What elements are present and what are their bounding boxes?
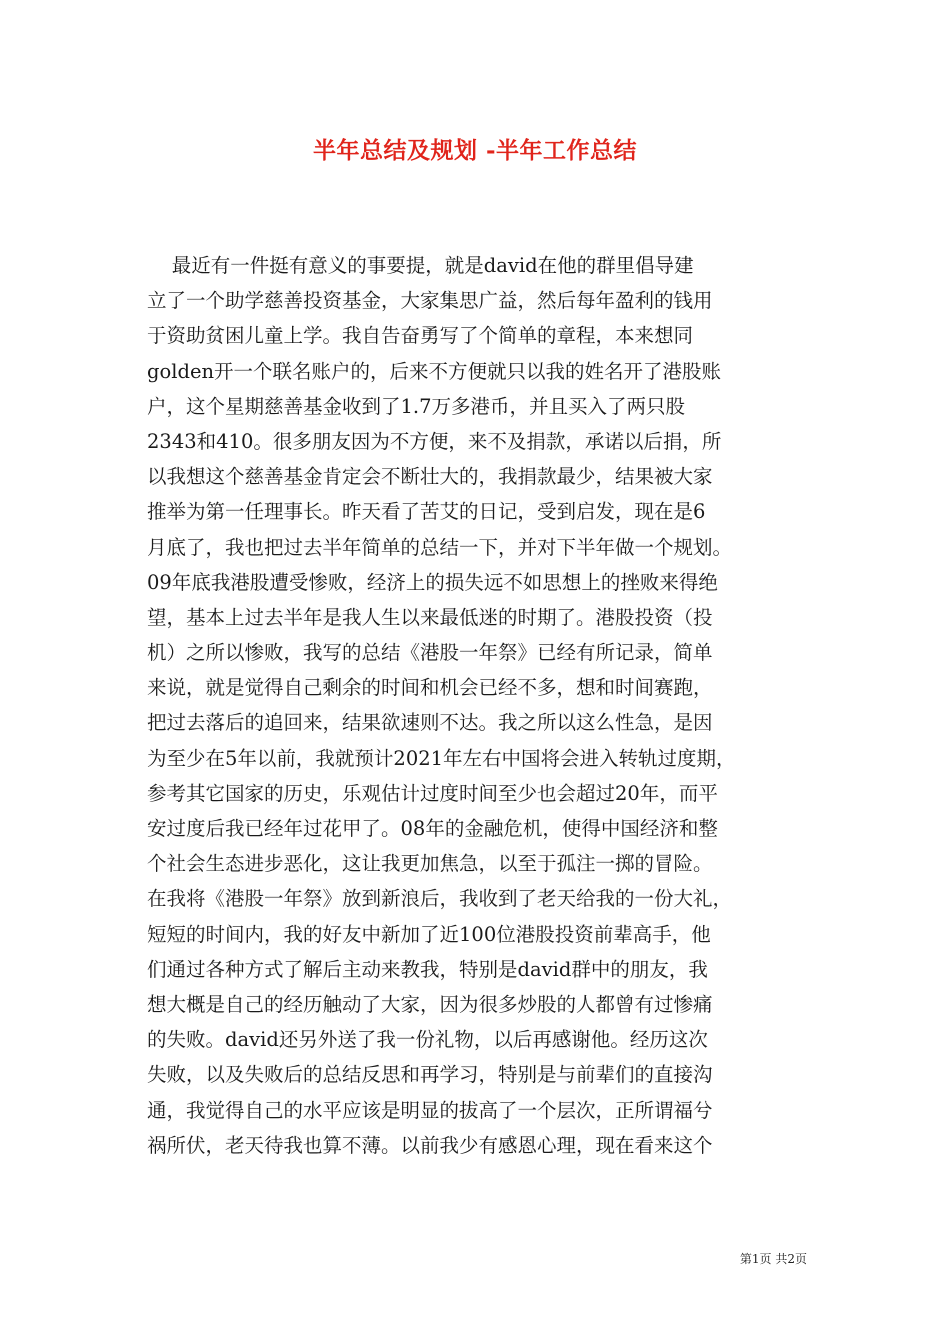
text-line: 2343和410。很多朋友因为不方便，来不及捐款，承诺以后捐，所 — [147, 429, 722, 453]
text-line: 户，这个星期慈善基金收到了1.7万多港币，并且买入了两只股 — [147, 394, 686, 418]
text-line: 为至少在5年以前，我就预计2021年左右中国将会进入转轨过度期， — [147, 746, 736, 770]
text-line: 安过度后我已经年过花甲了。08年的金融危机，使得中国经济和整 — [147, 817, 718, 840]
text-line: 想大概是自己的经历触动了大家，因为很多炒股的人都曾有过惨痛 — [147, 992, 713, 1016]
text-line: 机）之所以惨败，我写的总结《港股一年祭》已经有所记录，简单 — [147, 641, 713, 665]
text-line: 望，基本上过去半年是我人生以来最低迷的时期了。港股投资（投 — [147, 605, 713, 629]
text-line: 的失败。david还另外送了我一份礼物，以后再感谢他。经历这次 — [147, 1028, 708, 1052]
body-text — [147, 248, 827, 1163]
text-line: 通，我觉得自己的水平应该是明显的拔高了一个层次，正所谓福兮 — [147, 1098, 713, 1122]
text-line: 立了一个助学慈善投资基金，大家集思广益，然后每年盈利的钱用 — [147, 289, 713, 313]
text-line: 最近有一件挺有意义的事要提，就是david在他的群里倡导建 — [147, 254, 694, 277]
text-line: 个社会生态进步恶化，这让我更加焦急，以至于孤注一掷的冒险。 — [147, 852, 713, 876]
page-title: 半年总结及规划 -半年工作总结 — [312, 137, 638, 164]
text-line: 把过去落后的追回来，结果欲速则不达。我之所以这么性急，是因 — [147, 711, 713, 735]
text-line: 月底了，我也把过去半年简单的总结一下，并对下半年做一个规划。 — [147, 535, 733, 559]
text-line: 失败，以及失败后的总结反思和再学习，特别是与前辈们的直接沟 — [147, 1063, 713, 1087]
text-line: 推举为第一任理事长。昨天看了苦艾的日记，受到启发，现在是6 — [147, 500, 706, 524]
page-number: 第1页 共2页 — [739, 1252, 807, 1266]
text-line: 来说，就是觉得自己剩余的时间和机会已经不多，想和时间赛跑， — [147, 676, 713, 700]
text-line: 祸所伏，老天待我也算不薄。以前我少有感恩心理，现在看来这个 — [147, 1133, 713, 1157]
text-line: 于资助贫困儿童上学。我自告奋勇写了个简单的章程，本来想同 — [147, 324, 694, 348]
text-line: 们通过各种方式了解后主动来教我，特别是david群中的朋友，我 — [147, 957, 708, 981]
text-line: 参考其它国家的历史，乐观估计过度时间至少也会超过20年，而平 — [147, 781, 718, 805]
text-line: 短短的时间内，我的好友中新加了近100位港股投资前辈高手，他 — [147, 922, 711, 946]
text-line: 在我将《港股一年祭》放到新浪后，我收到了老天给我的一份大礼， — [147, 887, 733, 911]
text-line: 09年底我港股遭受惨败，经济上的损失远不如思想上的挫败来得绝 — [147, 570, 718, 594]
text-line: golden开一个联名账户的，后来不方便就只以我的姓名开了港股账 — [147, 359, 722, 383]
text-line: 以我想这个慈善基金肯定会不断壮大的，我捐款最少，结果被大家 — [147, 465, 713, 489]
